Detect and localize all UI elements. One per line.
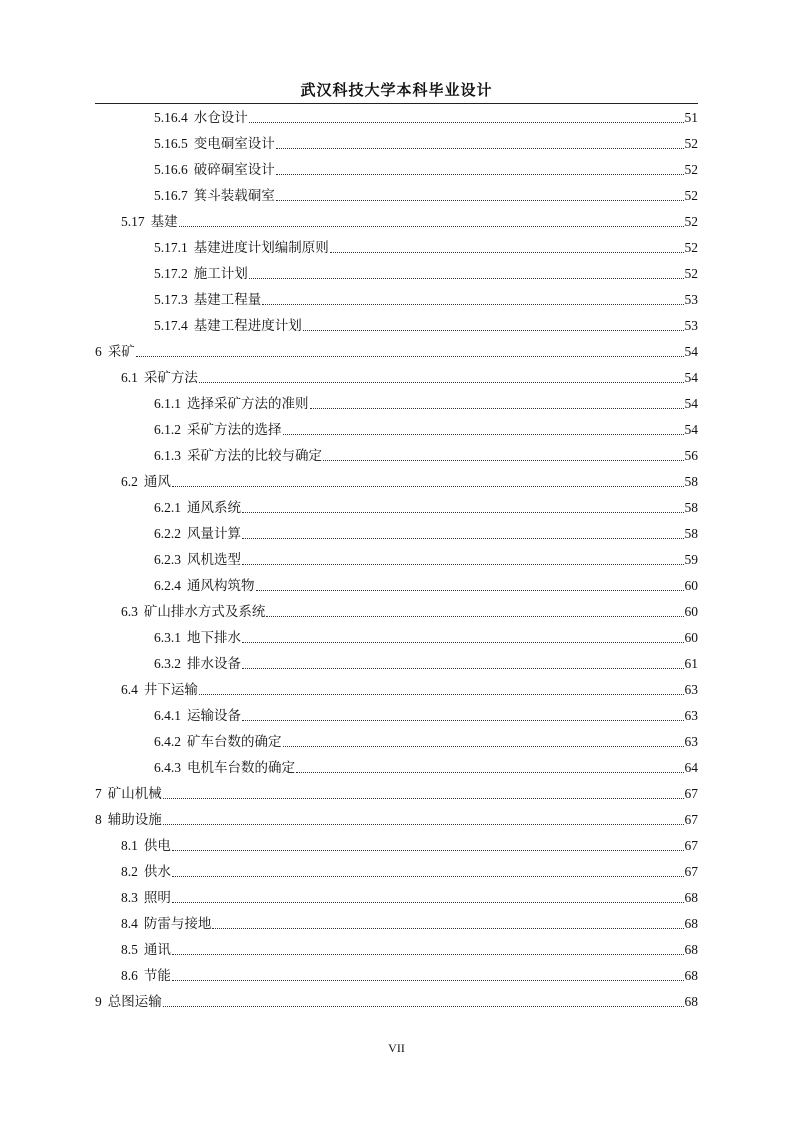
- toc-entry-page: 54: [684, 396, 698, 411]
- toc-leader-dots: [266, 615, 683, 617]
- toc-entry-page: 52: [684, 188, 698, 203]
- toc-entry-title: 通讯: [143, 942, 171, 958]
- toc-entry[interactable]: [154, 316, 698, 336]
- toc-leader-dots: [242, 563, 684, 565]
- toc-entry-number: 6.1.3: [154, 448, 181, 463]
- toc-entry[interactable]: [154, 290, 698, 310]
- toc-entry-title: 风量计算: [187, 526, 241, 542]
- toc-leader-dots: [296, 771, 684, 773]
- toc-leader-dots: [242, 641, 684, 643]
- toc-entry-page: 54: [684, 422, 698, 437]
- toc-entry-number: 8.2: [121, 864, 138, 879]
- toc-entry-number: 8.4: [121, 916, 138, 931]
- toc-entry-number: 5.17.1: [154, 240, 188, 255]
- toc-leader-dots: [303, 329, 684, 331]
- toc-entry-title: 总图运输: [107, 994, 162, 1010]
- toc-leader-dots: [242, 511, 684, 513]
- toc-entry-page: 58: [684, 526, 698, 541]
- toc-leader-dots: [283, 433, 684, 435]
- toc-entry-number: 9: [95, 994, 102, 1009]
- toc-leader-dots: [276, 199, 684, 201]
- toc-entry-title: 采矿方法: [143, 370, 198, 386]
- toc-entry-page: 63: [684, 708, 698, 723]
- toc-entry[interactable]: [154, 758, 698, 778]
- toc-entry-number: 5.16.4: [154, 110, 188, 125]
- toc-entry[interactable]: [154, 108, 698, 128]
- toc-entry-number: 6.4.1: [154, 708, 181, 723]
- toc-entry-number: 6.2.3: [154, 552, 181, 567]
- toc-entry-page: 64: [684, 760, 698, 775]
- toc-leader-dots: [249, 277, 684, 279]
- toc-entry-title: 矿车台数的确定: [187, 734, 282, 750]
- toc-entry[interactable]: [121, 472, 698, 492]
- toc-entry[interactable]: [154, 498, 698, 518]
- toc-entry[interactable]: [154, 732, 698, 752]
- toc-entry[interactable]: [154, 394, 698, 414]
- toc-entry-title: 通风系统: [187, 500, 241, 516]
- toc-entry[interactable]: [95, 784, 698, 804]
- toc-entry-number: 6.1.2: [154, 422, 181, 437]
- toc-entry-number: 5.17: [121, 214, 145, 229]
- toc-entry-number: 6.3.1: [154, 630, 181, 645]
- toc-entry[interactable]: [154, 238, 698, 258]
- toc-entry[interactable]: [154, 134, 698, 154]
- toc-entry[interactable]: [121, 212, 698, 232]
- toc-entry-page: 56: [684, 448, 698, 463]
- toc-entry-number: 5.16.7: [154, 188, 188, 203]
- toc-entry-title: 风机选型: [187, 552, 241, 568]
- toc-entry-page: 67: [684, 864, 698, 879]
- toc-entry-title: 运输设备: [187, 708, 241, 724]
- toc-entry-title: 选择采矿方法的准则: [187, 396, 309, 412]
- toc-entry-title: 通风: [143, 474, 171, 490]
- toc-entry-page: 60: [684, 630, 698, 645]
- toc-entry-number: 7: [95, 786, 102, 801]
- toc-entry-title: 采矿: [107, 344, 135, 360]
- toc-entry-title: 防雷与接地: [143, 916, 212, 932]
- toc-entry-title: 基建工程量: [193, 292, 262, 308]
- toc-leader-dots: [163, 797, 684, 799]
- toc-entry-page: 68: [684, 942, 698, 957]
- toc-entry-page: 52: [684, 136, 698, 151]
- toc-leader-dots: [310, 407, 684, 409]
- toc-entry[interactable]: [95, 992, 698, 1012]
- toc-leader-dots: [199, 381, 684, 383]
- toc-entry[interactable]: [121, 888, 698, 908]
- toc-entry-page: 51: [684, 110, 698, 125]
- toc-leader-dots: [283, 745, 684, 747]
- toc-leader-dots: [323, 459, 684, 461]
- toc-entry-number: 6.4.2: [154, 734, 181, 749]
- toc-entry-title: 水仓设计: [193, 110, 248, 126]
- toc-entry-number: 8: [95, 812, 102, 827]
- toc-entry-page: 68: [684, 968, 698, 983]
- toc-entry[interactable]: [154, 264, 698, 284]
- toc-leader-dots: [242, 719, 684, 721]
- toc-entry-page: 52: [684, 266, 698, 281]
- toc-entry-page: 67: [684, 812, 698, 827]
- toc-entry-title: 排水设备: [187, 656, 241, 672]
- toc-entry[interactable]: [154, 550, 698, 570]
- toc-entry-page: 68: [684, 890, 698, 905]
- toc-entry-number: 6.2.1: [154, 500, 181, 515]
- toc-leader-dots: [163, 1005, 684, 1007]
- toc-entry-page: 58: [684, 500, 698, 515]
- toc-leader-dots: [212, 927, 683, 929]
- toc-entry-number: 6.2.4: [154, 578, 181, 593]
- toc-entry-number: 6.2: [121, 474, 138, 489]
- toc-entry-page: 60: [684, 604, 698, 619]
- toc-entry-title: 破碎硐室设计: [193, 162, 275, 178]
- toc-leader-dots: [172, 849, 684, 851]
- toc-entry-title: 基建: [150, 214, 178, 230]
- toc-entry-title: 节能: [143, 968, 171, 984]
- toc-entry-title: 基建进度计划编制原则: [193, 240, 329, 256]
- toc-leader-dots: [172, 953, 684, 955]
- toc-entry-title: 基建工程进度计划: [193, 318, 302, 334]
- toc-entry-page: 53: [684, 318, 698, 333]
- toc-entry-title: 通风构筑物: [187, 578, 255, 594]
- toc-entry-number: 5.17.2: [154, 266, 188, 281]
- toc-entry-page: 67: [684, 838, 698, 853]
- toc-entry[interactable]: [154, 654, 698, 674]
- toc-entry-page: 59: [684, 552, 698, 567]
- page-number: VII: [388, 1041, 405, 1055]
- toc-leader-dots: [172, 979, 684, 981]
- toc-leader-dots: [249, 121, 684, 123]
- toc-entry[interactable]: [154, 446, 698, 466]
- toc-entry-title: 采矿方法的比较与确定: [187, 448, 322, 464]
- toc-leader-dots: [172, 901, 684, 903]
- toc-entry-page: 52: [684, 162, 698, 177]
- toc-entry-number: 8.3: [121, 890, 138, 905]
- toc-entry-page: 54: [684, 370, 698, 385]
- toc-entry-number: 6.4.3: [154, 760, 181, 775]
- toc-entry-title: 辅助设施: [107, 812, 162, 828]
- toc-entry[interactable]: [121, 966, 698, 986]
- toc-entry-page: 58: [684, 474, 698, 489]
- toc-entry-number: 5.16.6: [154, 162, 188, 177]
- toc-entry-title: 施工计划: [193, 266, 248, 282]
- toc-entry-number: 6.3.2: [154, 656, 181, 671]
- toc-entry-title: 供电: [143, 838, 171, 854]
- toc-leader-dots: [172, 875, 684, 877]
- toc-entry-number: 6.4: [121, 682, 138, 697]
- toc-entry-number: 6: [95, 344, 102, 359]
- toc-entry-page: 61: [684, 656, 698, 671]
- toc-leader-dots: [136, 355, 684, 357]
- toc-entry[interactable]: [121, 862, 698, 882]
- toc-entry-page: 68: [684, 916, 698, 931]
- toc-entry-title: 地下排水: [187, 630, 241, 646]
- toc-entry-page: 53: [684, 292, 698, 307]
- toc-leader-dots: [172, 485, 684, 487]
- header-rule: [95, 103, 698, 104]
- toc-entry[interactable]: [154, 706, 698, 726]
- toc-entry-title: 矿山机械: [107, 786, 162, 802]
- toc-leader-dots: [242, 537, 684, 539]
- toc-entry-title: 箕斗装载硐室: [193, 188, 275, 204]
- toc-entry-page: 60: [684, 578, 698, 593]
- toc-leader-dots: [199, 693, 684, 695]
- toc-entry-number: 5.17.3: [154, 292, 188, 307]
- toc-leader-dots: [276, 147, 684, 149]
- toc-entry[interactable]: [121, 914, 698, 934]
- toc-entry-number: 8.1: [121, 838, 138, 853]
- header-title: 武汉科技大学本科毕业设计: [300, 81, 493, 99]
- toc-leader-dots: [330, 251, 684, 253]
- toc-entry-number: 6.2.2: [154, 526, 181, 541]
- toc-entry-number: 6.1: [121, 370, 138, 385]
- toc-entry[interactable]: [154, 160, 698, 180]
- toc-entry[interactable]: [121, 680, 698, 700]
- toc-entry-number: 5.17.4: [154, 318, 188, 333]
- toc-leader-dots: [163, 823, 684, 825]
- toc-entry[interactable]: [154, 420, 698, 440]
- toc-entry-page: 63: [684, 734, 698, 749]
- toc-leader-dots: [179, 225, 684, 227]
- toc-entry-title: 照明: [143, 890, 171, 906]
- toc-entry[interactable]: [154, 628, 698, 648]
- toc-entry-title: 采矿方法的选择: [187, 422, 282, 438]
- toc-entry-number: 8.5: [121, 942, 138, 957]
- toc-entry-number: 6.1.1: [154, 396, 181, 411]
- toc-entry-page: 67: [684, 786, 698, 801]
- toc-entry-page: 68: [684, 994, 698, 1009]
- toc-entry-page: 52: [684, 240, 698, 255]
- toc-entry[interactable]: [95, 810, 698, 830]
- toc-entry[interactable]: [95, 342, 698, 362]
- toc-entry[interactable]: [121, 940, 698, 960]
- toc-entry[interactable]: [121, 368, 698, 388]
- toc-leader-dots: [262, 303, 683, 305]
- toc-entry-title: 变电硐室设计: [193, 136, 275, 152]
- toc-entry-page: 52: [684, 214, 698, 229]
- toc-entry-number: 5.16.5: [154, 136, 188, 151]
- toc-entry-title: 电机车台数的确定: [187, 760, 295, 776]
- toc-entry[interactable]: [154, 576, 698, 596]
- toc-entry-page: 63: [684, 682, 698, 697]
- toc-entry[interactable]: [121, 836, 698, 856]
- toc-leader-dots: [276, 173, 684, 175]
- toc-entry-number: 6.3: [121, 604, 138, 619]
- toc-entry-title: 井下运输: [143, 682, 198, 698]
- toc-entry-number: 8.6: [121, 968, 138, 983]
- toc-entry[interactable]: [121, 602, 698, 622]
- toc-entry-title: 矿山排水方式及系统: [143, 604, 266, 620]
- toc-entry-title: 供水: [143, 864, 171, 880]
- toc-leader-dots: [256, 589, 684, 591]
- toc-leader-dots: [242, 667, 684, 669]
- toc-entry-page: 54: [684, 344, 698, 359]
- toc-entry[interactable]: [154, 524, 698, 544]
- toc-entry[interactable]: [154, 186, 698, 206]
